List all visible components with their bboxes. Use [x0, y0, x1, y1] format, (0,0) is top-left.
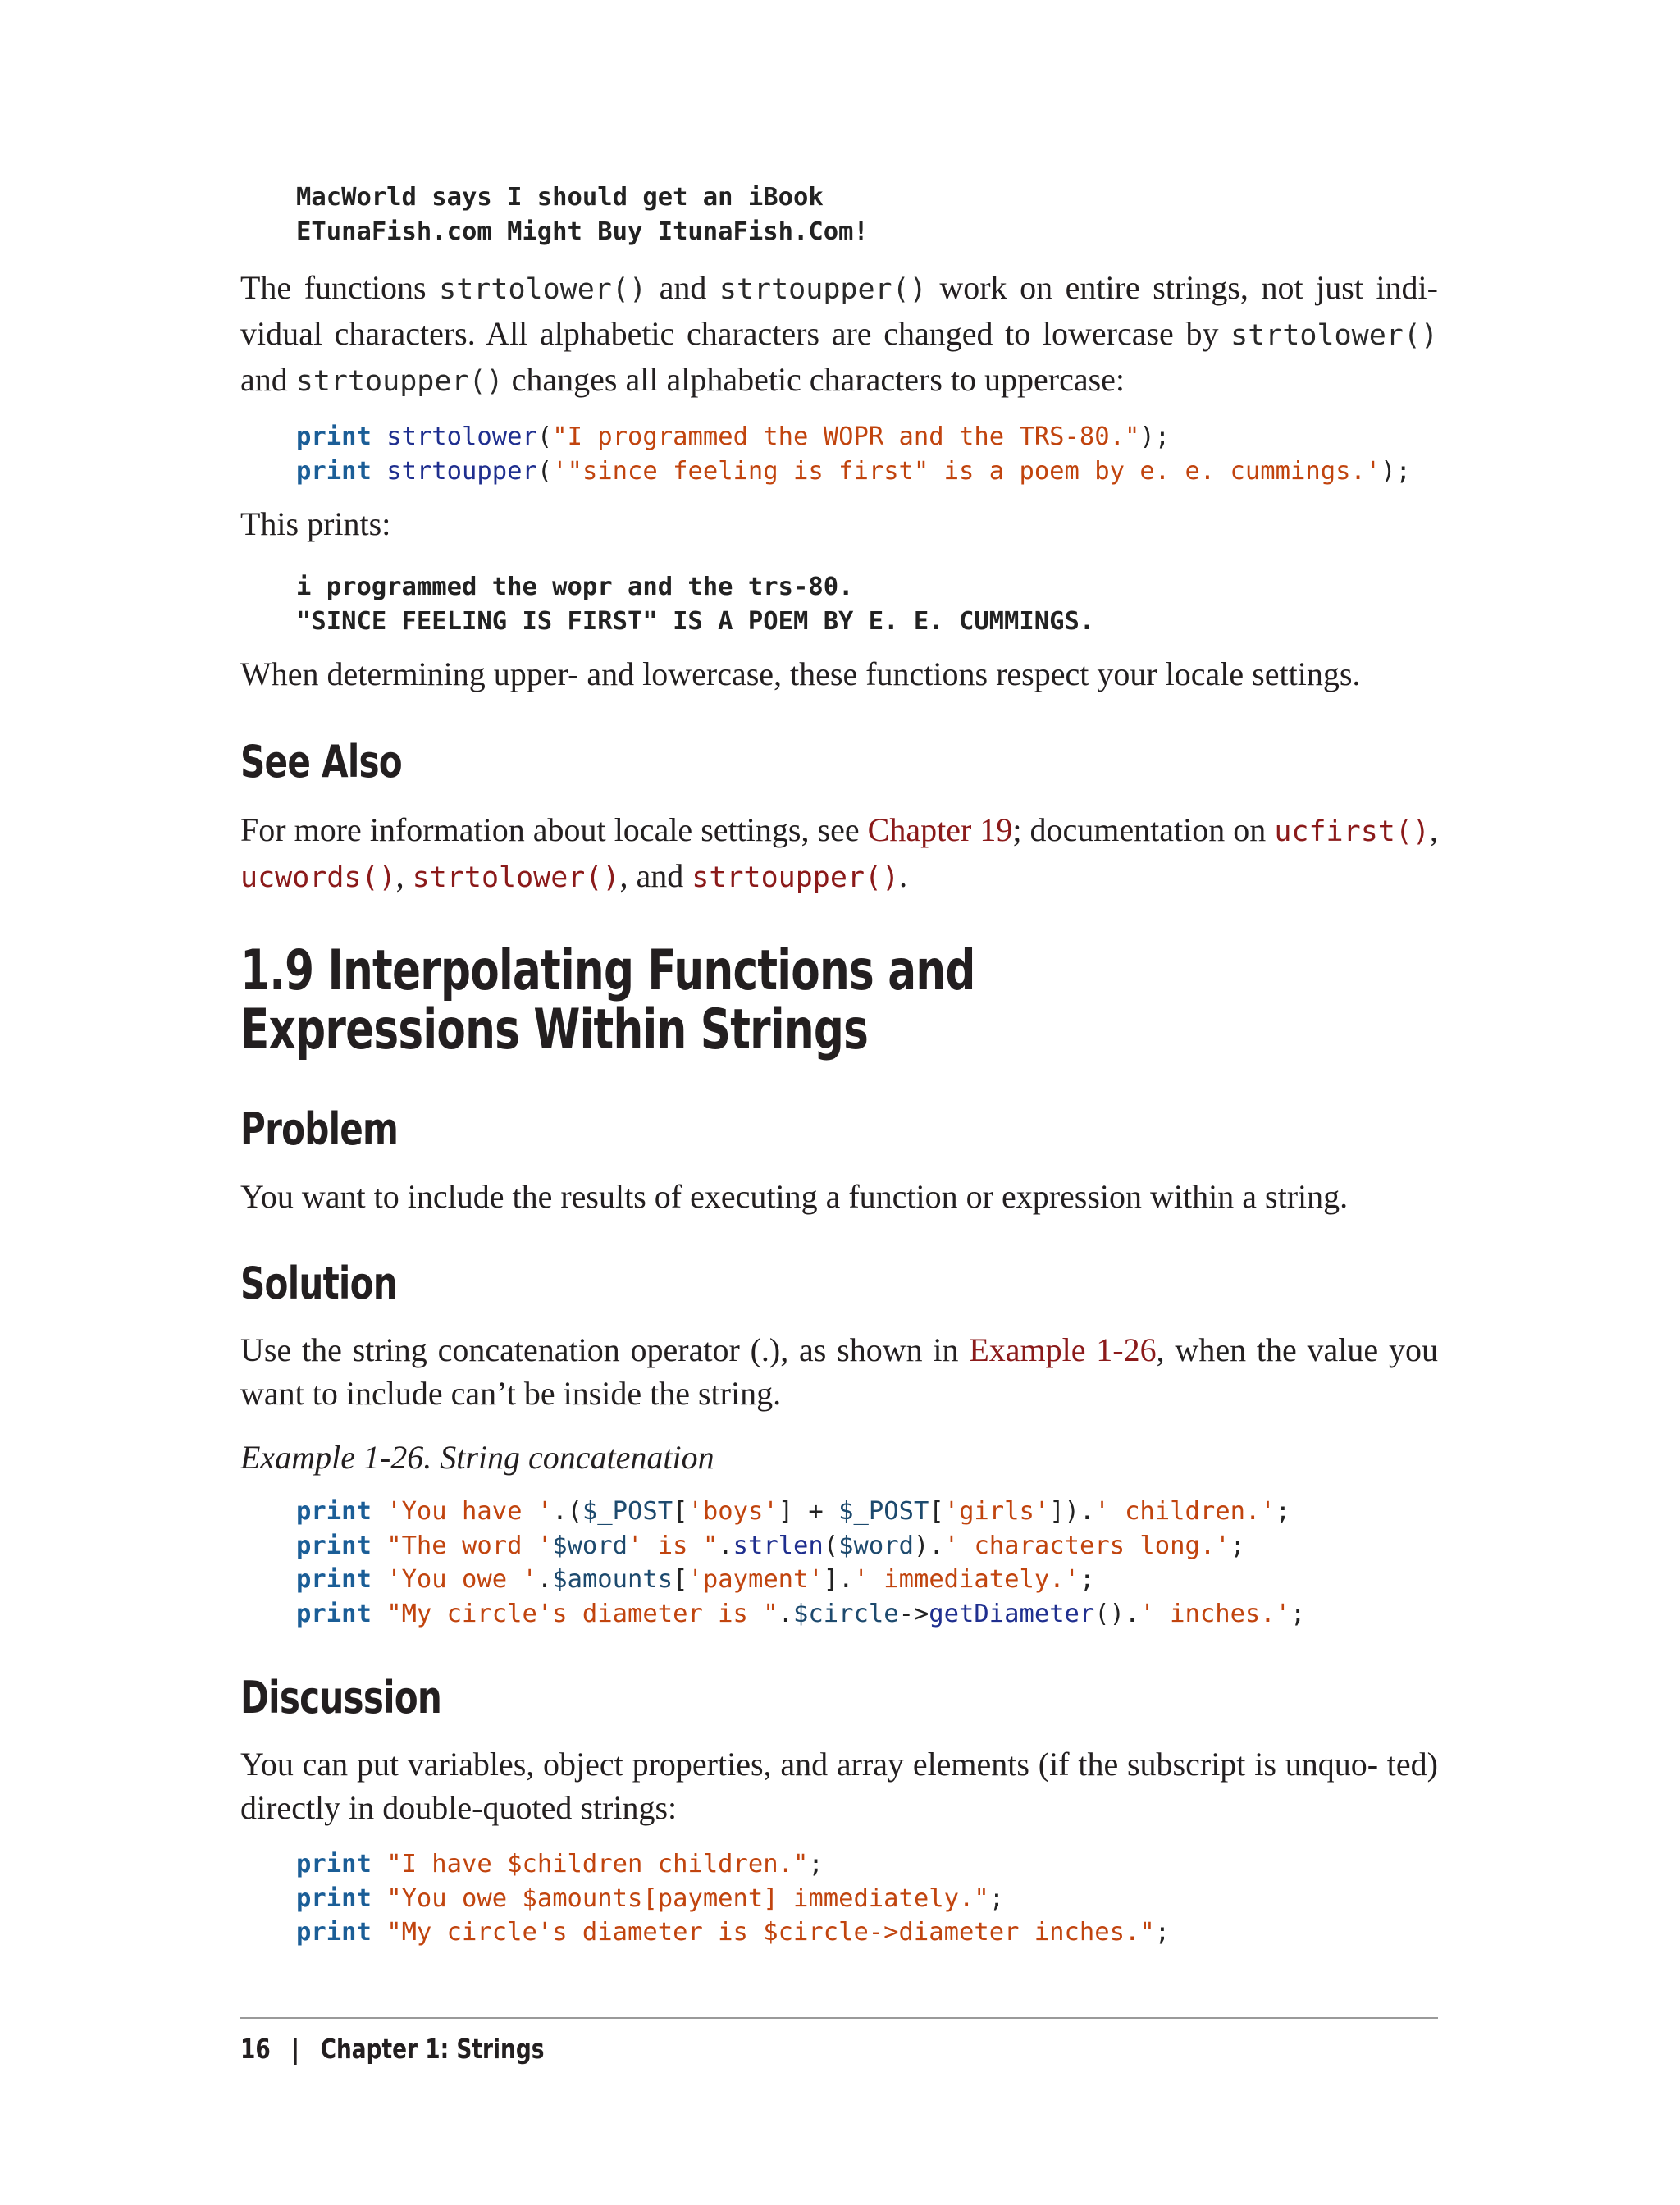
- footer-divider: [240, 2017, 1438, 2019]
- link-strtoupper[interactable]: strtoupper(): [692, 861, 900, 894]
- paragraph-case-functions: The functions strtolower() and strtoupper() work on entire strings, not just indi- vidual characters. All alphabetic characters are changed to lowercase by strtolower() and strtoupper() changes all alphabetic characters to uppercase:: [240, 269, 1438, 398]
- output-line: MacWorld says I should get an iBook: [296, 183, 824, 212]
- inline-code: strtoupper(): [295, 365, 504, 398]
- section-title: 1.9 Interpolating Functions and Expressions Within Strings: [240, 938, 975, 1062]
- link-chapter-19[interactable]: Chapter 19: [867, 811, 1013, 848]
- link-example-1-26[interactable]: Example 1-26: [969, 1331, 1157, 1368]
- paragraph-discussion: You can put variables, object properties, and array elements (if the subscript is unquo- ted) directly in double-quoted strings:: [240, 1746, 1438, 1826]
- paragraph-locale-note: When determining upper- and lowercase, these functions respect your locale settings.: [240, 655, 1361, 692]
- paragraph-solution: Use the string concatenation operator (.), as shown in Example 1-26, when the value you want to include can’t be inside the string.: [240, 1331, 1438, 1412]
- heading-problem: Problem: [240, 1103, 399, 1155]
- paragraph-see-also: For more information about locale settings, see Chapter 19; documentation on ucfirst(), ucwords(), strtolower(), and strtoupper().: [240, 811, 1438, 894]
- page-number: 16: [240, 2033, 271, 2065]
- code-block-example-1-26: print 'You have '.($_POST['boys'] + $_POST['girls']).' children.'; print "The word '$word' is ".strlen($word).' characters long.'; print 'You owe '.$amounts['payment'].' immediately.'; print "My circle's diameter is ".$circle->getDiameter().' inches.';: [296, 1497, 1306, 1628]
- code-block-interpolation: print "I have $children children."; print "You owe $amounts[payment] immediately."; print "My circle's diameter is $circle->diameter inches.";: [296, 1850, 1171, 1947]
- heading-discussion: Discussion: [240, 1672, 442, 1723]
- link-strtolower[interactable]: strtolower(): [412, 861, 620, 894]
- footer-separator: |: [291, 2033, 299, 2065]
- output-block-1: [240, 180, 869, 249]
- inline-code: strtolower(): [439, 273, 647, 306]
- this-prints-text: This prints:: [240, 505, 391, 542]
- inline-code: strtoupper(): [719, 273, 927, 306]
- output-line: "SINCE FEELING IS FIRST" IS A POEM BY E. E. CUMMINGS.: [296, 606, 1095, 636]
- example-caption: Example 1-26. String concatenation: [240, 1439, 714, 1476]
- heading-see-also: See Also: [240, 736, 402, 788]
- link-ucfirst[interactable]: ucfirst(): [1274, 815, 1430, 848]
- link-ucwords[interactable]: ucwords(): [240, 861, 396, 894]
- heading-solution: Solution: [240, 1258, 397, 1309]
- output-block-2: [240, 570, 1094, 638]
- footer-chapter: Chapter 1: Strings: [320, 2033, 545, 2065]
- code-block-1: print strtolower("I programmed the WOPR and the TRS-80."); print strtoupper('"since feeling is first" is a poem by e. e. cummings.');: [296, 422, 1411, 486]
- paragraph-problem: You want to include the results of executing a function or expression within a string.: [240, 1178, 1349, 1215]
- output-line: ETunaFish.com Might Buy ItunaFish.Com!: [296, 217, 869, 246]
- inline-code: strtolower(): [1230, 319, 1438, 352]
- output-line: i programmed the wopr and the trs-80.: [296, 573, 854, 601]
- page-footer: [240, 2033, 544, 2065]
